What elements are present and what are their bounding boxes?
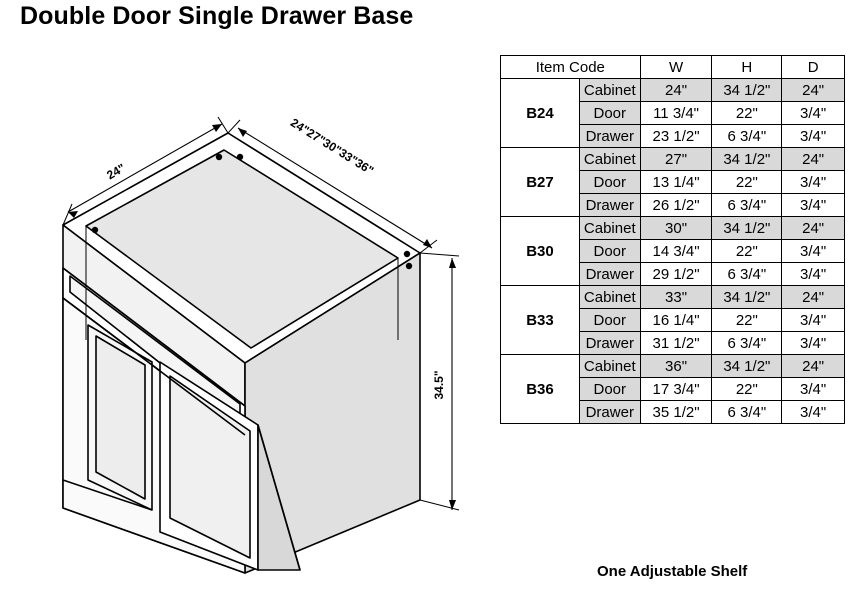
row-label: Door — [579, 309, 640, 332]
cell-d: 3/4" — [782, 194, 845, 217]
item-code-cell: B36 — [501, 355, 580, 424]
header-width: W — [640, 56, 712, 79]
cell-h: 34 1/2" — [712, 286, 782, 309]
cell-w: 16 1/4" — [640, 309, 712, 332]
cell-h: 34 1/2" — [712, 355, 782, 378]
left-door-panel — [96, 336, 145, 499]
header-depth: D — [782, 56, 845, 79]
depth-dimension-label: 24" — [104, 160, 128, 183]
cell-w: 26 1/2" — [640, 194, 712, 217]
row-label: Drawer — [579, 332, 640, 355]
table-row — [501, 286, 845, 309]
cell-d: 3/4" — [782, 240, 845, 263]
cell-w: 27" — [640, 148, 712, 171]
cell-d: 3/4" — [782, 171, 845, 194]
hardware-dot — [404, 251, 410, 257]
cell-w: 11 3/4" — [640, 102, 712, 125]
cell-d: 3/4" — [782, 378, 845, 401]
item-code-cell: B27 — [501, 148, 580, 217]
cell-w: 33" — [640, 286, 712, 309]
row-label: Drawer — [579, 401, 640, 424]
cell-w: 13 1/4" — [640, 171, 712, 194]
row-label: Cabinet — [579, 79, 640, 102]
cell-d: 24" — [782, 148, 845, 171]
cell-d: 3/4" — [782, 125, 845, 148]
row-label: Drawer — [579, 125, 640, 148]
page-title: Double Door Single Drawer Base — [20, 2, 414, 30]
cell-h: 34 1/2" — [712, 148, 782, 171]
cell-w: 23 1/2" — [640, 125, 712, 148]
cell-d: 24" — [782, 79, 845, 102]
cell-w: 29 1/2" — [640, 263, 712, 286]
row-label: Door — [579, 240, 640, 263]
cell-w: 30" — [640, 217, 712, 240]
row-label: Cabinet — [579, 286, 640, 309]
cell-w: 17 3/4" — [640, 378, 712, 401]
height-dimension-label: 34.5" — [432, 370, 446, 400]
cell-h: 6 3/4" — [712, 194, 782, 217]
cell-d: 3/4" — [782, 332, 845, 355]
cell-h: 22" — [712, 171, 782, 194]
cell-h: 22" — [712, 240, 782, 263]
cell-w: 24" — [640, 79, 712, 102]
hardware-dot — [406, 263, 412, 269]
cell-d: 24" — [782, 355, 845, 378]
header-item-code: Item Code — [501, 56, 641, 79]
width-dimension-label: 24"27"30"33"36" — [288, 115, 377, 178]
item-code-cell: B30 — [501, 217, 580, 286]
cell-d: 3/4" — [782, 309, 845, 332]
cell-h: 6 3/4" — [712, 263, 782, 286]
row-label: Door — [579, 378, 640, 401]
hardware-dot — [216, 154, 222, 160]
cabinet-isometric-svg — [0, 40, 490, 580]
cell-w: 14 3/4" — [640, 240, 712, 263]
row-label: Drawer — [579, 263, 640, 286]
cell-d: 3/4" — [782, 401, 845, 424]
cell-h: 22" — [712, 102, 782, 125]
cell-h: 6 3/4" — [712, 332, 782, 355]
cabinet-technical-drawing — [0, 40, 490, 580]
shelf-note: One Adjustable Shelf — [597, 563, 748, 580]
table-row — [501, 217, 845, 240]
table-header-row — [501, 56, 845, 79]
row-label: Cabinet — [579, 148, 640, 171]
cell-h: 6 3/4" — [712, 401, 782, 424]
item-code-cell: B24 — [501, 79, 580, 148]
cell-w: 35 1/2" — [640, 401, 712, 424]
cell-d: 24" — [782, 286, 845, 309]
hardware-dot — [92, 227, 98, 233]
cell-h: 22" — [712, 378, 782, 401]
row-label: Door — [579, 171, 640, 194]
cell-h: 22" — [712, 309, 782, 332]
cell-w: 36" — [640, 355, 712, 378]
table-row — [501, 148, 845, 171]
specification-table — [500, 55, 845, 424]
cell-h: 34 1/2" — [712, 79, 782, 102]
cell-h: 34 1/2" — [712, 217, 782, 240]
item-code-cell: B33 — [501, 286, 580, 355]
hardware-dot — [237, 154, 243, 160]
row-label: Drawer — [579, 194, 640, 217]
table-row — [501, 79, 845, 102]
cell-w: 31 1/2" — [640, 332, 712, 355]
row-label: Door — [579, 102, 640, 125]
table-row — [501, 355, 845, 378]
row-label: Cabinet — [579, 217, 640, 240]
cell-d: 24" — [782, 217, 845, 240]
cell-d: 3/4" — [782, 102, 845, 125]
cell-d: 3/4" — [782, 263, 845, 286]
header-height: H — [712, 56, 782, 79]
row-label: Cabinet — [579, 355, 640, 378]
cell-h: 6 3/4" — [712, 125, 782, 148]
